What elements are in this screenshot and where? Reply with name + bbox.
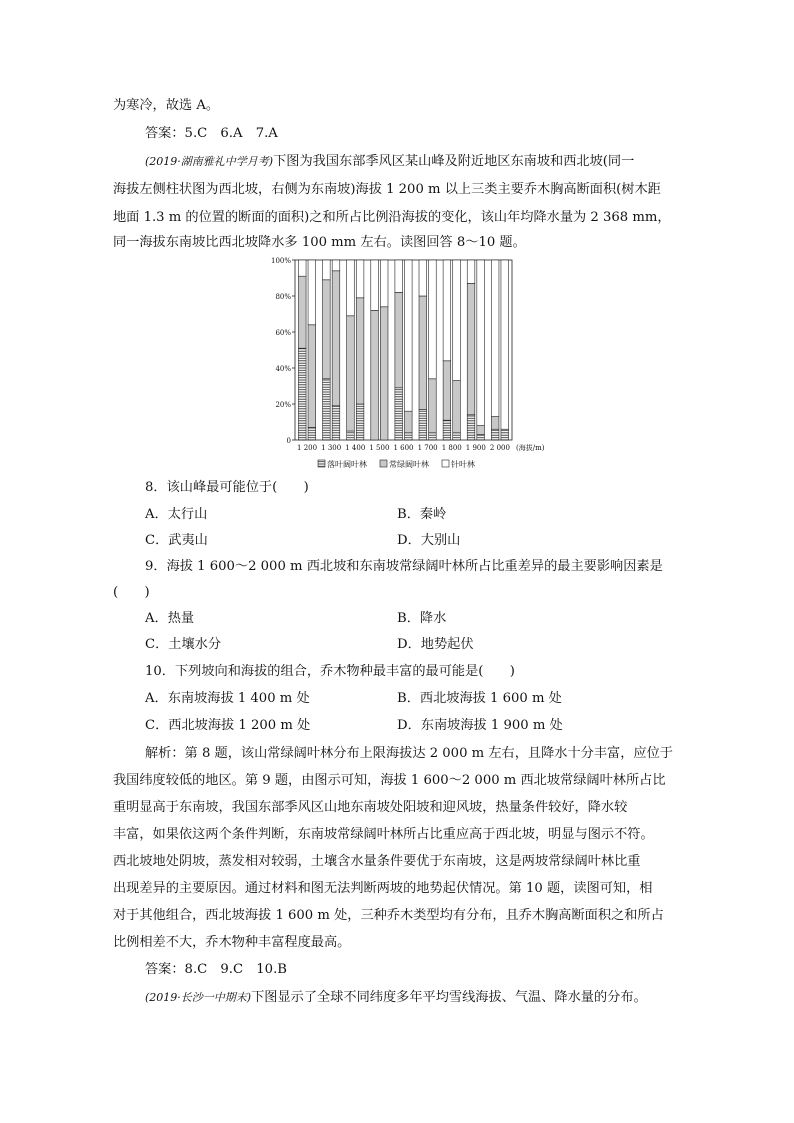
option-d: D．东南坡海拔 1 900 m 处	[397, 718, 563, 733]
bar-segment-evergreen	[443, 361, 451, 420]
bar-segment-conifer	[467, 260, 475, 283]
bar-segment-conifer	[371, 260, 379, 310]
bar-segment-evergreen	[429, 379, 437, 433]
bar-segment-conifer	[347, 260, 355, 316]
x-tick-label: 1 300	[321, 444, 342, 452]
bar-segment-deciduous	[467, 415, 475, 440]
bar-segment-evergreen	[380, 307, 388, 440]
option-a: A．东南坡海拔 1 400 m 处	[145, 691, 310, 706]
legend-swatch-deciduous	[318, 460, 325, 467]
bar-segment-deciduous	[356, 404, 364, 440]
explanation-line: 丰富，如果依这两个条件判断，东南坡常绿阔叶林所占比重应高于西北坡，明显与图示不符。	[113, 827, 654, 842]
bar-segment-conifer	[477, 260, 485, 426]
option-d: D．大别山	[397, 533, 461, 548]
legend-swatch-conifer	[442, 460, 449, 467]
bar-segment-deciduous	[323, 379, 331, 440]
bar-segment-conifer	[323, 260, 331, 280]
bar-segment-conifer	[405, 260, 413, 411]
y-tick-label: 60%	[275, 329, 291, 337]
answer-line: 答案：8.C 9.C 10.B	[145, 962, 287, 977]
legend-label: 针叶林	[451, 460, 475, 469]
explanation-line: 我国纬度较低的地区。第 9 题，由图示可知，海拔 1 600～2 000 m 西北坡常绿阔叶林所占比	[113, 773, 666, 788]
text-line: 海拔左侧柱状图为西北坡，右侧为东南坡)海拔 1 200 m 以上三类主要乔木胸高断面积(树木距	[113, 182, 661, 197]
y-tick-label: 20%	[275, 401, 291, 409]
option-a: A．太行山	[145, 507, 208, 522]
bar-segment-conifer	[443, 260, 451, 361]
bar-segment-conifer	[332, 260, 340, 271]
explanation-line: 比例相差不大，乔木物种丰富程度最高。	[113, 935, 351, 950]
bar-segment-evergreen	[419, 296, 427, 409]
bar-segment-evergreen	[347, 316, 355, 431]
bar-segment-conifer	[429, 260, 437, 379]
x-tick-label: 1 700	[417, 444, 438, 452]
bar-segment-deciduous	[419, 409, 427, 440]
next-question-intro	[145, 988, 715, 1008]
y-tick-label: 0	[286, 437, 291, 445]
bar-segment-conifer	[308, 260, 316, 325]
question-intro	[145, 152, 715, 172]
bar-segment-evergreen	[405, 411, 413, 433]
option-d: D．地势起伏	[397, 637, 474, 652]
chart-legend	[318, 459, 475, 469]
y-tick-label: 40%	[275, 365, 291, 373]
x-tick-label: 1 800	[441, 444, 462, 452]
option-c: C．西北坡海拔 1 200 m 处	[145, 718, 311, 733]
bar-segment-deciduous	[347, 431, 355, 440]
bar-segment-evergreen	[467, 283, 475, 414]
question-9-blank: ( )	[113, 585, 150, 600]
question-9: 9．海拔 1 600～2 000 m 西北坡和东南坡常绿阔叶林所占比重差异的最主要影响因素是	[145, 559, 663, 574]
bar-segment-deciduous	[429, 433, 437, 440]
x-tick-label: 1 400	[345, 444, 366, 452]
bar-segment-evergreen	[395, 292, 403, 387]
bar-segment-deciduous	[395, 388, 403, 440]
x-axis-label: (海拔/m)	[516, 444, 545, 452]
y-tick-label: 100%	[270, 257, 291, 265]
legend-swatch-evergreen	[380, 460, 387, 467]
question-8: 8．该山峰最可能位于( )	[145, 480, 309, 495]
option-b: B．西北坡海拔 1 600 m 处	[397, 691, 562, 706]
legend-label: 落叶阔叶林	[327, 460, 367, 469]
bar-segment-evergreen	[453, 381, 461, 433]
bar-segment-deciduous	[501, 429, 509, 440]
bar-segment-conifer	[356, 260, 364, 298]
bar-segment-conifer	[380, 260, 388, 307]
x-tick-label: 1 600	[393, 444, 414, 452]
bar-segment-deciduous	[491, 429, 499, 440]
source-tag: (2019·湖南雅礼中学月考)	[145, 155, 274, 168]
bar-segment-evergreen	[371, 310, 379, 440]
x-tick-label: 1 500	[369, 444, 390, 452]
x-tick-label: 1 900	[465, 444, 486, 452]
x-tick-label: 2 000	[489, 444, 510, 452]
answer-line: 答案：5.C 6.A 7.A	[145, 126, 278, 141]
bar-segment-deciduous	[405, 433, 413, 440]
bar-segment-deciduous	[477, 435, 485, 440]
x-tick-label: 1 200	[297, 444, 318, 452]
bar-segment-deciduous	[308, 427, 316, 440]
explanation-line: 对于其他组合，西北坡海拔 1 600 m 处，三种乔木类型均有分布，且乔木胸高断面积之和所占	[113, 908, 664, 923]
bar-segment-evergreen	[491, 417, 499, 430]
option-b: B．降水	[397, 611, 447, 626]
y-tick-label: 80%	[275, 293, 291, 301]
stacked-bar-chart	[262, 254, 602, 472]
bar-segment-evergreen	[298, 276, 306, 348]
source-tag: (2019·长沙一中期末)	[145, 991, 252, 1004]
bar-segment-conifer	[419, 260, 427, 296]
option-c: C．土壤水分	[145, 637, 222, 652]
explanation-line: 西北坡地处阴坡，蒸发相对较弱，土壤含水量条件要优于东南坡，这是两坡常绿阔叶林比重	[113, 854, 641, 869]
explanation-line: 解析：第 8 题，该山常绿阔叶林分布上限海拔达 2 000 m 左右，且降水十分丰富，应位于	[145, 746, 673, 761]
bar-segment-conifer	[453, 260, 461, 381]
text-line: 为寒冷，故选 A。	[113, 98, 220, 113]
explanation-line: 出现差异的主要原因。通过材料和图无法判断两坡的地势起伏情况。第 10 题，读图可知，相	[113, 881, 653, 896]
text-line: 同一海拔东南坡比西北坡降水多 100 mm 左右。读图回答 8～10 题。	[113, 235, 526, 250]
bar-segment-deciduous	[332, 406, 340, 440]
legend-label: 常绿阔叶林	[389, 460, 429, 469]
option-c: C．武夷山	[145, 533, 208, 548]
option-a: A．热量	[145, 611, 195, 626]
option-b: B．秦岭	[397, 507, 447, 522]
bar-segment-evergreen	[356, 298, 364, 404]
bar-segment-conifer	[491, 260, 499, 417]
intro-text: 下图显示了全球不同纬度多年平均雪线海拔、气温、降水量的分布。	[251, 990, 647, 1005]
text-line: 地面 1.3 m 的位置的断面的面积)之和所占比例沿海拔的变化，该山年均降水量为 2 368 mm，	[113, 210, 671, 225]
bar-segment-deciduous	[443, 420, 451, 440]
bar-segment-deciduous	[298, 348, 306, 440]
bar-segment-conifer	[501, 260, 509, 429]
bar-segment-conifer	[395, 260, 403, 292]
bar-segment-evergreen	[332, 271, 340, 406]
bar-segment-deciduous	[453, 433, 461, 440]
bar-segment-evergreen	[323, 280, 331, 379]
bar-segment-conifer	[298, 260, 306, 276]
intro-text: 下图为我国东部季风区某山峰及附近地区东南坡和西北坡(同一	[273, 154, 635, 169]
question-10: 10．下列坡向和海拔的组合，乔木物种最丰富的最可能是( )	[145, 664, 515, 679]
bar-segment-evergreen	[308, 325, 316, 428]
explanation-line: 重明显高于东南坡，我国东部季风区山地东南坡处阳坡和迎风坡，热量条件较好，降水较	[113, 800, 628, 815]
bar-segment-evergreen	[477, 426, 485, 435]
